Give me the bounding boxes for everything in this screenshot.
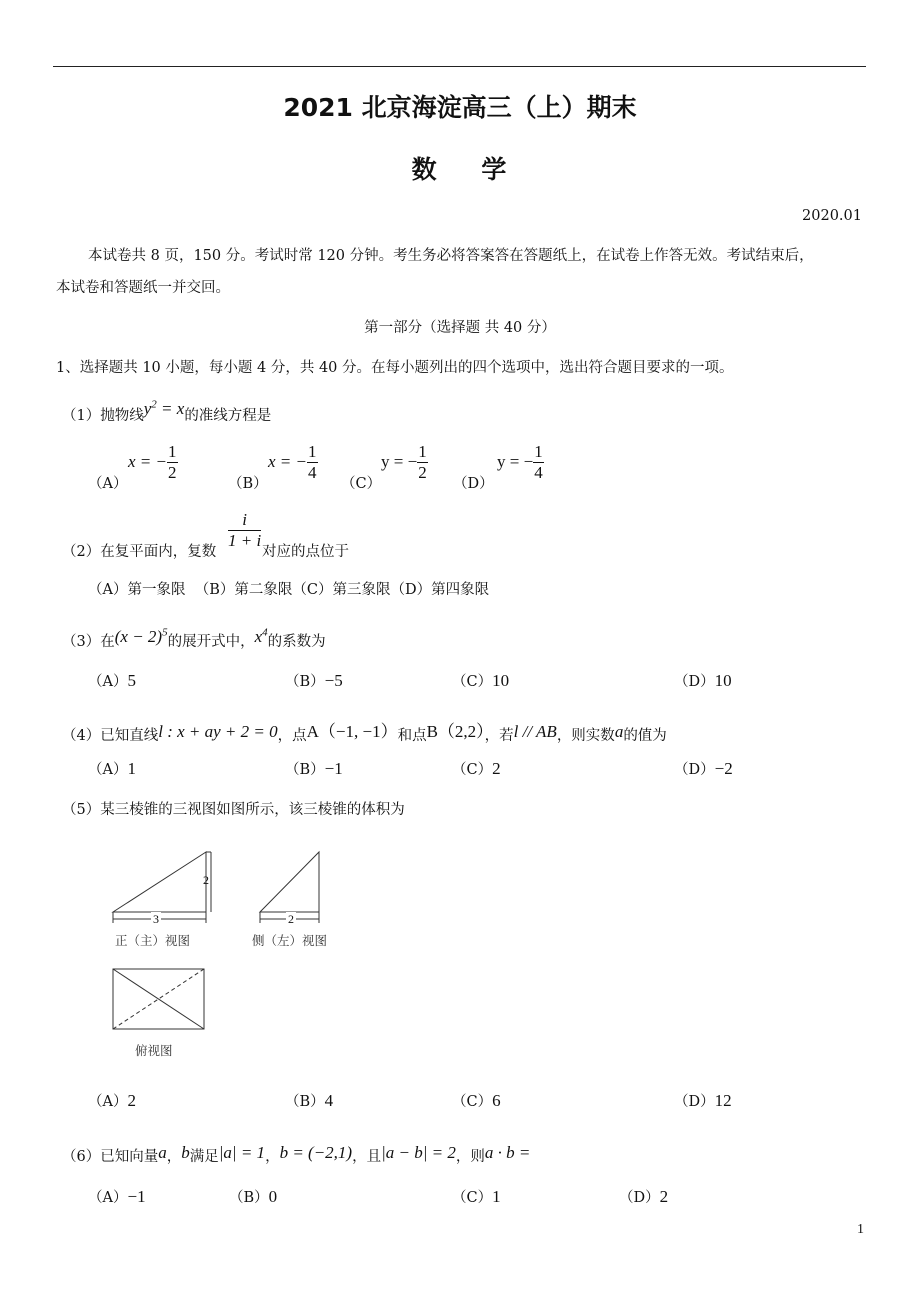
q5-option-c: （C）6 <box>452 1091 501 1110</box>
q6-abs-a: |a| = 1 <box>218 1143 266 1162</box>
side-view-caption: 侧（左）视图 <box>252 933 328 948</box>
q1-stem <box>62 398 272 425</box>
part-instruction: 1、选择题共 10 小题，每小题 4 分，共 40 分。在每小题列出的四个选项中，选出符合题目要求的一项。 <box>56 360 734 376</box>
q4-option-a: （A）1 <box>88 759 136 778</box>
q1-label: （1）抛物线 <box>62 408 144 424</box>
q3-option-b: （B）−5 <box>285 671 343 690</box>
intro-line-2: 本试卷和答题纸一并交回。 <box>56 280 230 296</box>
q3-option-a: （A）5 <box>88 671 136 690</box>
q4-line-expr: l : x + ay + 2 = 0 <box>158 722 278 741</box>
front-view-triangle <box>113 852 206 912</box>
q3-option-d: （D）10 <box>674 671 732 690</box>
q1-option-d-tag: （D） <box>453 476 494 492</box>
top-view-caption: 俯视图 <box>135 1043 173 1058</box>
q3-term: $x^4$ <box>254 626 268 646</box>
q3-stem: （3）在$(x - 2)^5$的展开式中，$x^4$的系数为 <box>62 626 326 650</box>
q2-suffix: 对应的点位于 <box>262 544 349 560</box>
q4-option-c: （C）2 <box>452 759 501 778</box>
q5-option-d: （D）12 <box>674 1091 732 1110</box>
header-rule <box>53 66 866 67</box>
q5-option-b: （B）4 <box>285 1091 334 1110</box>
q1-expr: $y^2 = x$ <box>143 398 185 418</box>
q2-label: （2）在复平面内，复数 <box>62 544 217 560</box>
q4-option-d: （D）−2 <box>674 759 733 778</box>
q1-option-b: x = − $\frac{1}{4}$ <box>268 442 317 482</box>
q5-stem: （5）某三棱锥的三视图如图所示，该三棱锥的体积为 <box>62 802 405 818</box>
q1-option-d: y = − $\frac{1}{4}$ <box>497 442 543 482</box>
q1-option-b-tag: （B） <box>228 476 268 492</box>
q6-option-d: （D）2 <box>619 1187 669 1206</box>
three-view-figure <box>100 840 360 1070</box>
q3-option-c: （C）10 <box>452 671 510 690</box>
q1-option-a: x = − $\frac{1}{2}$ <box>128 442 177 482</box>
intro-line-1: 本试卷共 8 页，150 分。考试时常 120 分钟。考生务必将答案答在答题纸上，在试卷上作答无效。考试结束后， <box>88 248 814 264</box>
q4-condition: l // AB <box>513 722 557 741</box>
q1-option-c: y = − $\frac{1}{2}$ <box>381 442 427 482</box>
q2-options: （A）第一象限 （B）第二象限（C）第三象限（D）第四象限 <box>88 582 490 598</box>
q6-b-value: b = (−2,1) <box>279 1143 353 1162</box>
page-number: 1 <box>857 1222 864 1237</box>
q1-option-c-tag: （C） <box>341 476 382 492</box>
q1-option-a-tag: （A） <box>88 476 128 492</box>
q6-option-c: （C）1 <box>452 1187 501 1206</box>
dim-front-width: 3 <box>153 912 159 926</box>
q4-option-b: （B）−1 <box>285 759 343 778</box>
q4-point-a: A（−1, −1） <box>306 722 398 741</box>
subject-title: 数 学 <box>411 155 509 184</box>
q6-ask: a · b = <box>484 1143 531 1162</box>
q3-expr: $(x - 2)^5$ <box>114 626 168 646</box>
q6-stem: （6）已知向量a，b满足|a| = 1，b = (−2,1)，且|a − b| = 2，则a · b = <box>62 1143 531 1165</box>
q4-point-b: B（2,2） <box>426 722 485 741</box>
dim-front-height: 2 <box>203 873 209 887</box>
part-heading: 第一部分（选择题 共 40 分） <box>364 320 556 336</box>
exam-date: 2020.01 <box>802 208 862 224</box>
dim-side-width: 2 <box>288 912 294 926</box>
exam-title: 2021 北京海淀高三（上）期末 <box>283 93 637 122</box>
q2-fraction: $\frac{i}{1 + i}$ <box>228 510 262 550</box>
side-view-triangle <box>260 852 319 912</box>
q6-option-b: （B）0 <box>229 1187 278 1206</box>
q1-suffix: 的准线方程是 <box>184 408 272 424</box>
q4-stem: （4）已知直线l : x + ay + 2 = 0，点A（−1, −1）和点B（2,2），若l // AB，则实数a的值为 <box>62 722 667 744</box>
front-view-caption: 正（主）视图 <box>115 933 191 948</box>
q6-condition: |a − b| = 2 <box>381 1143 456 1162</box>
q6-option-a: （A）−1 <box>88 1187 146 1206</box>
q5-option-a: （A）2 <box>88 1091 136 1110</box>
